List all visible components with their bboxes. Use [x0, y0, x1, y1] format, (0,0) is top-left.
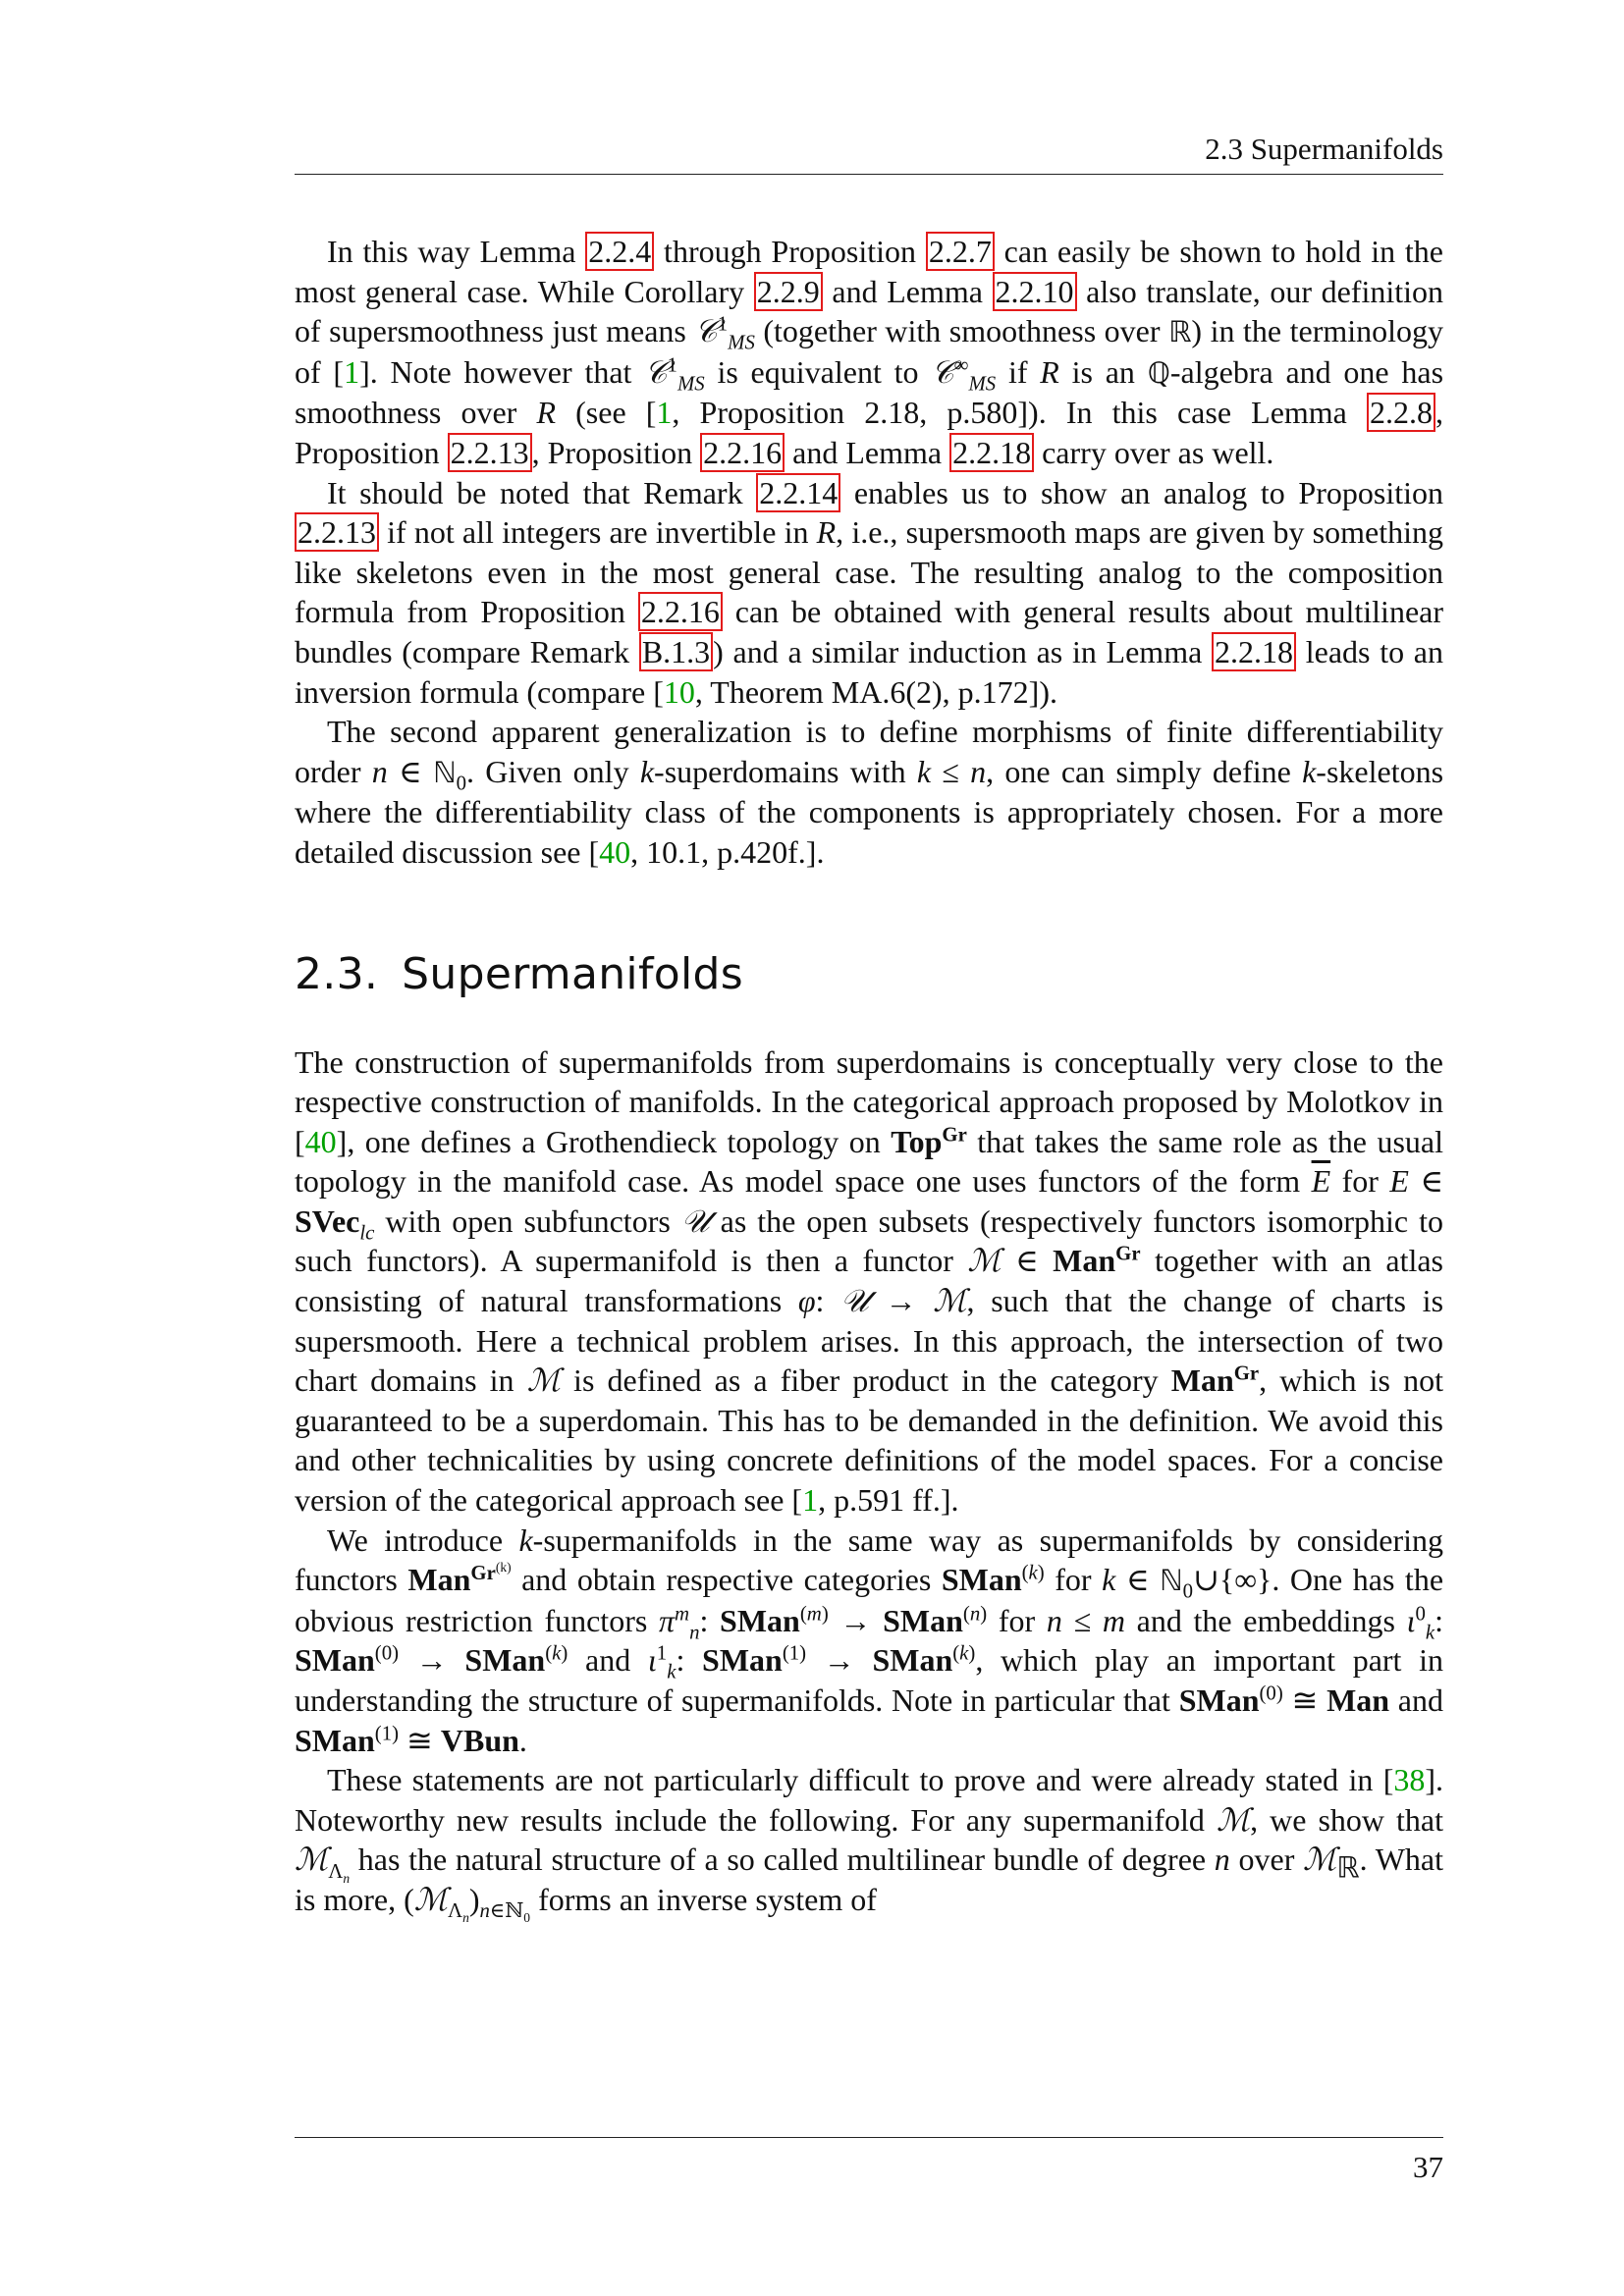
- cite-link[interactable]: 1: [802, 1482, 819, 1519]
- ref-link[interactable]: 2.2.9: [754, 272, 823, 311]
- running-header: 2.3 Supermanifolds: [1205, 132, 1443, 166]
- section-number: 2.3.: [295, 948, 379, 999]
- cite-link[interactable]: 10: [663, 673, 695, 710]
- ref-link[interactable]: 2.2.13: [448, 433, 532, 472]
- page-number: 37: [1413, 2150, 1443, 2184]
- paragraph-4: The construction of supermanifolds from superdomains is conceptually very close to the respective construction of manifolds. In the categorical approach proposed by Molotkov in [40], one defines a Grothendieck topology on Top$^{Gr}$ that takes the same role as the usual topology in the manifold case. As model space one uses functors of the form $\overline{E}$ for E ∈ SVec$_{lc}$ with open subfunctors 𝒰 as the open subsets (respectively functors isomorphic to such functors). A supermanifold is then a functor ℳ ∈ Man$^{Gr}$ together with an atlas consisting of natural transformations φ: 𝒰 → ℳ, such that the change of charts is supersmooth. Here a technical problem arises. In this approach, the intersection of two chart domains in ℳ is defined as a fiber product in the category Man$^{Gr}$, which is not guaranteed to be a superdomain. This has to be demanded in the definition. We avoid this and other technicalities by using concrete definitions of the model spaces. For a concise version of the categorical approach see [1, p.591 ff.].: [295, 1043, 1444, 1519]
- ref-link[interactable]: 2.2.16: [638, 592, 723, 631]
- ref-link[interactable]: 2.2.8: [1367, 393, 1435, 432]
- header-rule: [295, 174, 1443, 175]
- ref-link[interactable]: B.1.3: [639, 632, 713, 671]
- section-title: Supermanifolds: [402, 948, 743, 999]
- ref-link[interactable]: 2.2.4: [585, 232, 654, 271]
- footer-rule: [295, 2137, 1443, 2138]
- paragraph-6: These statements are not particularly difficult to prove and were already stated in [38]. Noteworthy new results include the following. For any supermanifold ℳ, we show that ℳ$_{\Lambda_n}$ has the natural structure of a so called multilinear bundle of degree n over ℳ$_ℝ$. What is more, $(ℳ_{\Lambda_n})_{n\in ℕ_0}$ forms an inverse system of: [295, 1762, 1444, 1926]
- cite-link[interactable]: 40: [599, 833, 631, 870]
- paragraph-5: We introduce k-supermanifolds in the same way as supermanifolds by considering functors Man$^{Gr^{(k)}}$ and obtain respective categories SMan$^{(k)}$ for k ∈ ℕ$_0$∪{∞}. One has the obvious restriction functors $\pi^m_n$: SMan$^{(m)}$ → SMan$^{(n)}$ for n ≤ m and the embeddings $\iota^0_k$: SMan$^{(0)}$ → SMan$^{(k)}$ and $\iota^1_k$: SMan$^{(1)}$ → SMan$^{(k)}$, which play an important part in understanding the structure of supermanifolds. Note in particular that SMan$^{(0)}$ ≅ Man and SMan$^{(1)}$ ≅ VBun.: [295, 1522, 1444, 1758]
- paragraph-2: It should be noted that Remark 2.2.14 enables us to show an analog to Proposition 2.2.13 if not all integers are invertible in R, i.e., supersmooth maps are given by something like skeletons even in the most general case. The resulting analog to the composition formula from Proposition 2.2.16 can be obtained with general results about multilinear bundles (compare Remark B.1.3) and a similar induction as in Lemma 2.2.18 leads to an inversion formula (compare [10, Theorem MA.6(2), p.172]).: [295, 474, 1444, 710]
- paragraph-1: In this way Lemma 2.2.4 through Proposition 2.2.7 can easily be shown to hold in the most general case. While Corollary 2.2.9 and Lemma 2.2.10 also translate, our definition of supersmoothness just means 𝒞$^1_{MS}$ (together with smoothness over ℝ) in the terminology of [1]. Note however that 𝒞$^1_{MS}$ is equivalent to 𝒞∞$_{MS}$ if R is an ℚ-algebra and one has smoothness over R (see [1, Proposition 2.18, p.580]). In this case Lemma 2.2.8, Proposition 2.2.13, Proposition 2.2.16 and Lemma 2.2.18 carry over as well.: [295, 234, 1444, 470]
- paragraph-3: The second apparent generalization is to define morphisms of finite differentiability order n ∈ ℕ$_0$. Given only k-superdomains with k ≤ n, one can simply define k-skeletons where the differentiability class of the components is appropriately chosen. For a more detailed discussion see [40, 10.1, p.420f.].: [295, 714, 1444, 870]
- cite-link[interactable]: 1: [344, 353, 360, 390]
- ref-link[interactable]: 2.2.18: [1212, 632, 1296, 671]
- page-body: [295, 232, 1444, 1926]
- cite-link[interactable]: 38: [1393, 1762, 1426, 1798]
- ref-link[interactable]: 2.2.18: [949, 433, 1034, 472]
- ref-link[interactable]: 2.2.16: [700, 433, 785, 472]
- ref-link[interactable]: 2.2.13: [295, 512, 379, 552]
- cite-link[interactable]: 40: [304, 1123, 337, 1159]
- ref-link[interactable]: 2.2.14: [756, 473, 840, 512]
- cite-link[interactable]: 1: [656, 395, 673, 431]
- ref-link[interactable]: 2.2.7: [926, 232, 995, 271]
- ref-link[interactable]: 2.2.10: [993, 272, 1077, 311]
- section-heading: [295, 949, 1443, 999]
